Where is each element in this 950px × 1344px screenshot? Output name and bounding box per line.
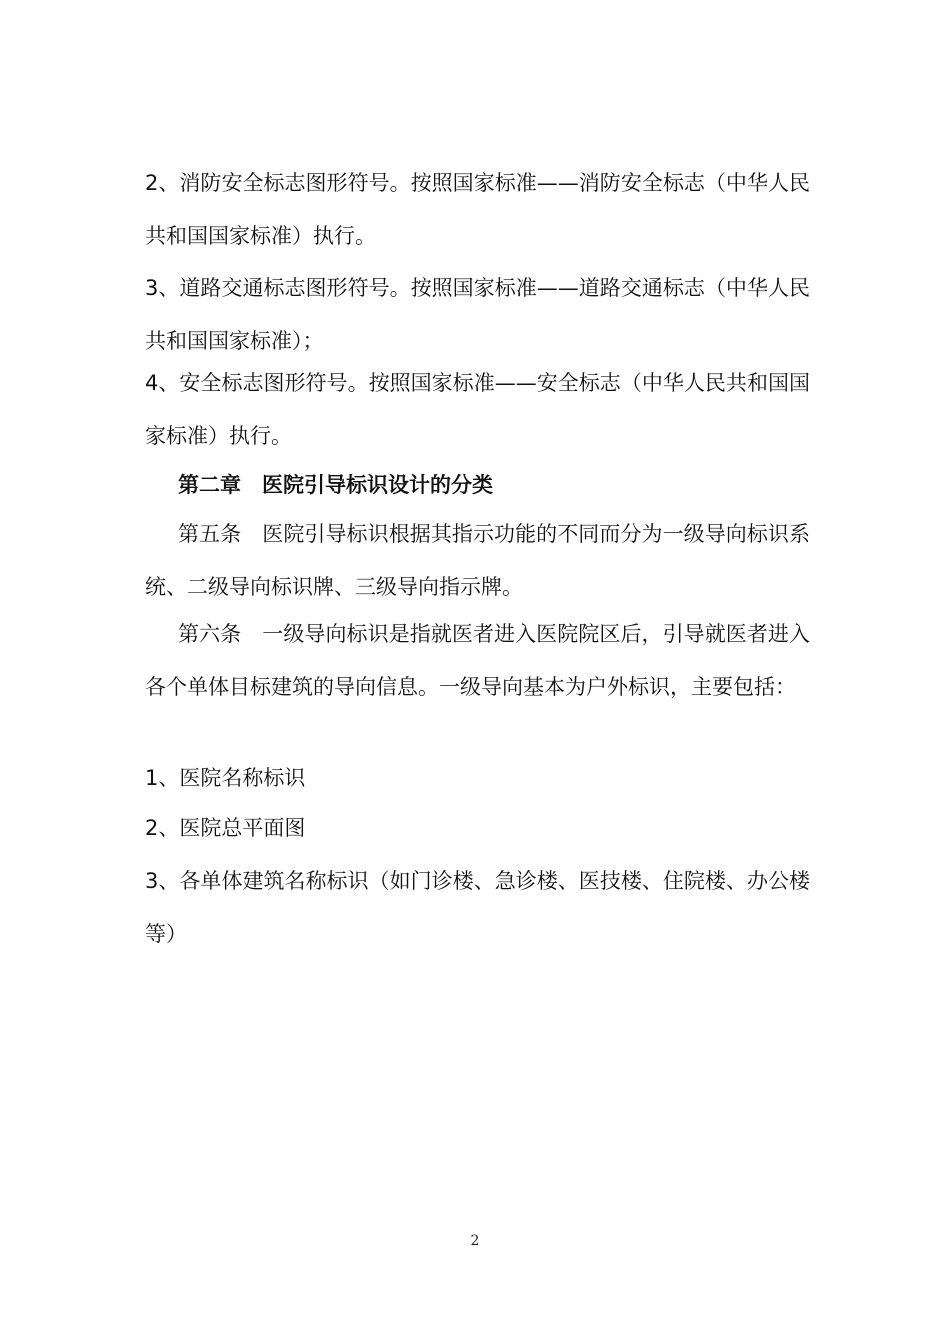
article-six: 第六条 一级导向标识是指就医者进入医院院区后，引导就医者进入各个单体目标建筑的导向信息。一级导向基本为户外标识，主要包括： xyxy=(145,622,810,699)
chapter-heading: 第二章 医院引导标识设计的分类 xyxy=(178,473,493,497)
list-item-building-names: 3、各单体建筑名称标识（如门诊楼、急诊楼、医技楼、住院楼、办公楼等） xyxy=(145,869,810,946)
paragraph-road-traffic-signs: 3、道路交通标志图形符号。按照国家标准——道路交通标志（中华人民共和国国家标准）； xyxy=(145,276,810,353)
paragraph-safety-signs: 4、安全标志图形符号。按照国家标准——安全标志（中华人民共和国国家标准）执行。 xyxy=(145,371,810,448)
article-five: 第五条 医院引导标识根据其指示功能的不同而分为一级导向标识系统、二级导向标识牌、三级导向指示牌。 xyxy=(145,522,810,599)
page-number: 2 xyxy=(470,1233,480,1249)
paragraph-fire-safety-signs: 2、消防安全标志图形符号。按照国家标准——消防安全标志（中华人民共和国国家标准）执行。 xyxy=(145,171,810,248)
list-item-hospital-name: 1、医院名称标识 xyxy=(145,766,306,790)
list-item-site-plan: 2、医院总平面图 xyxy=(145,816,306,840)
